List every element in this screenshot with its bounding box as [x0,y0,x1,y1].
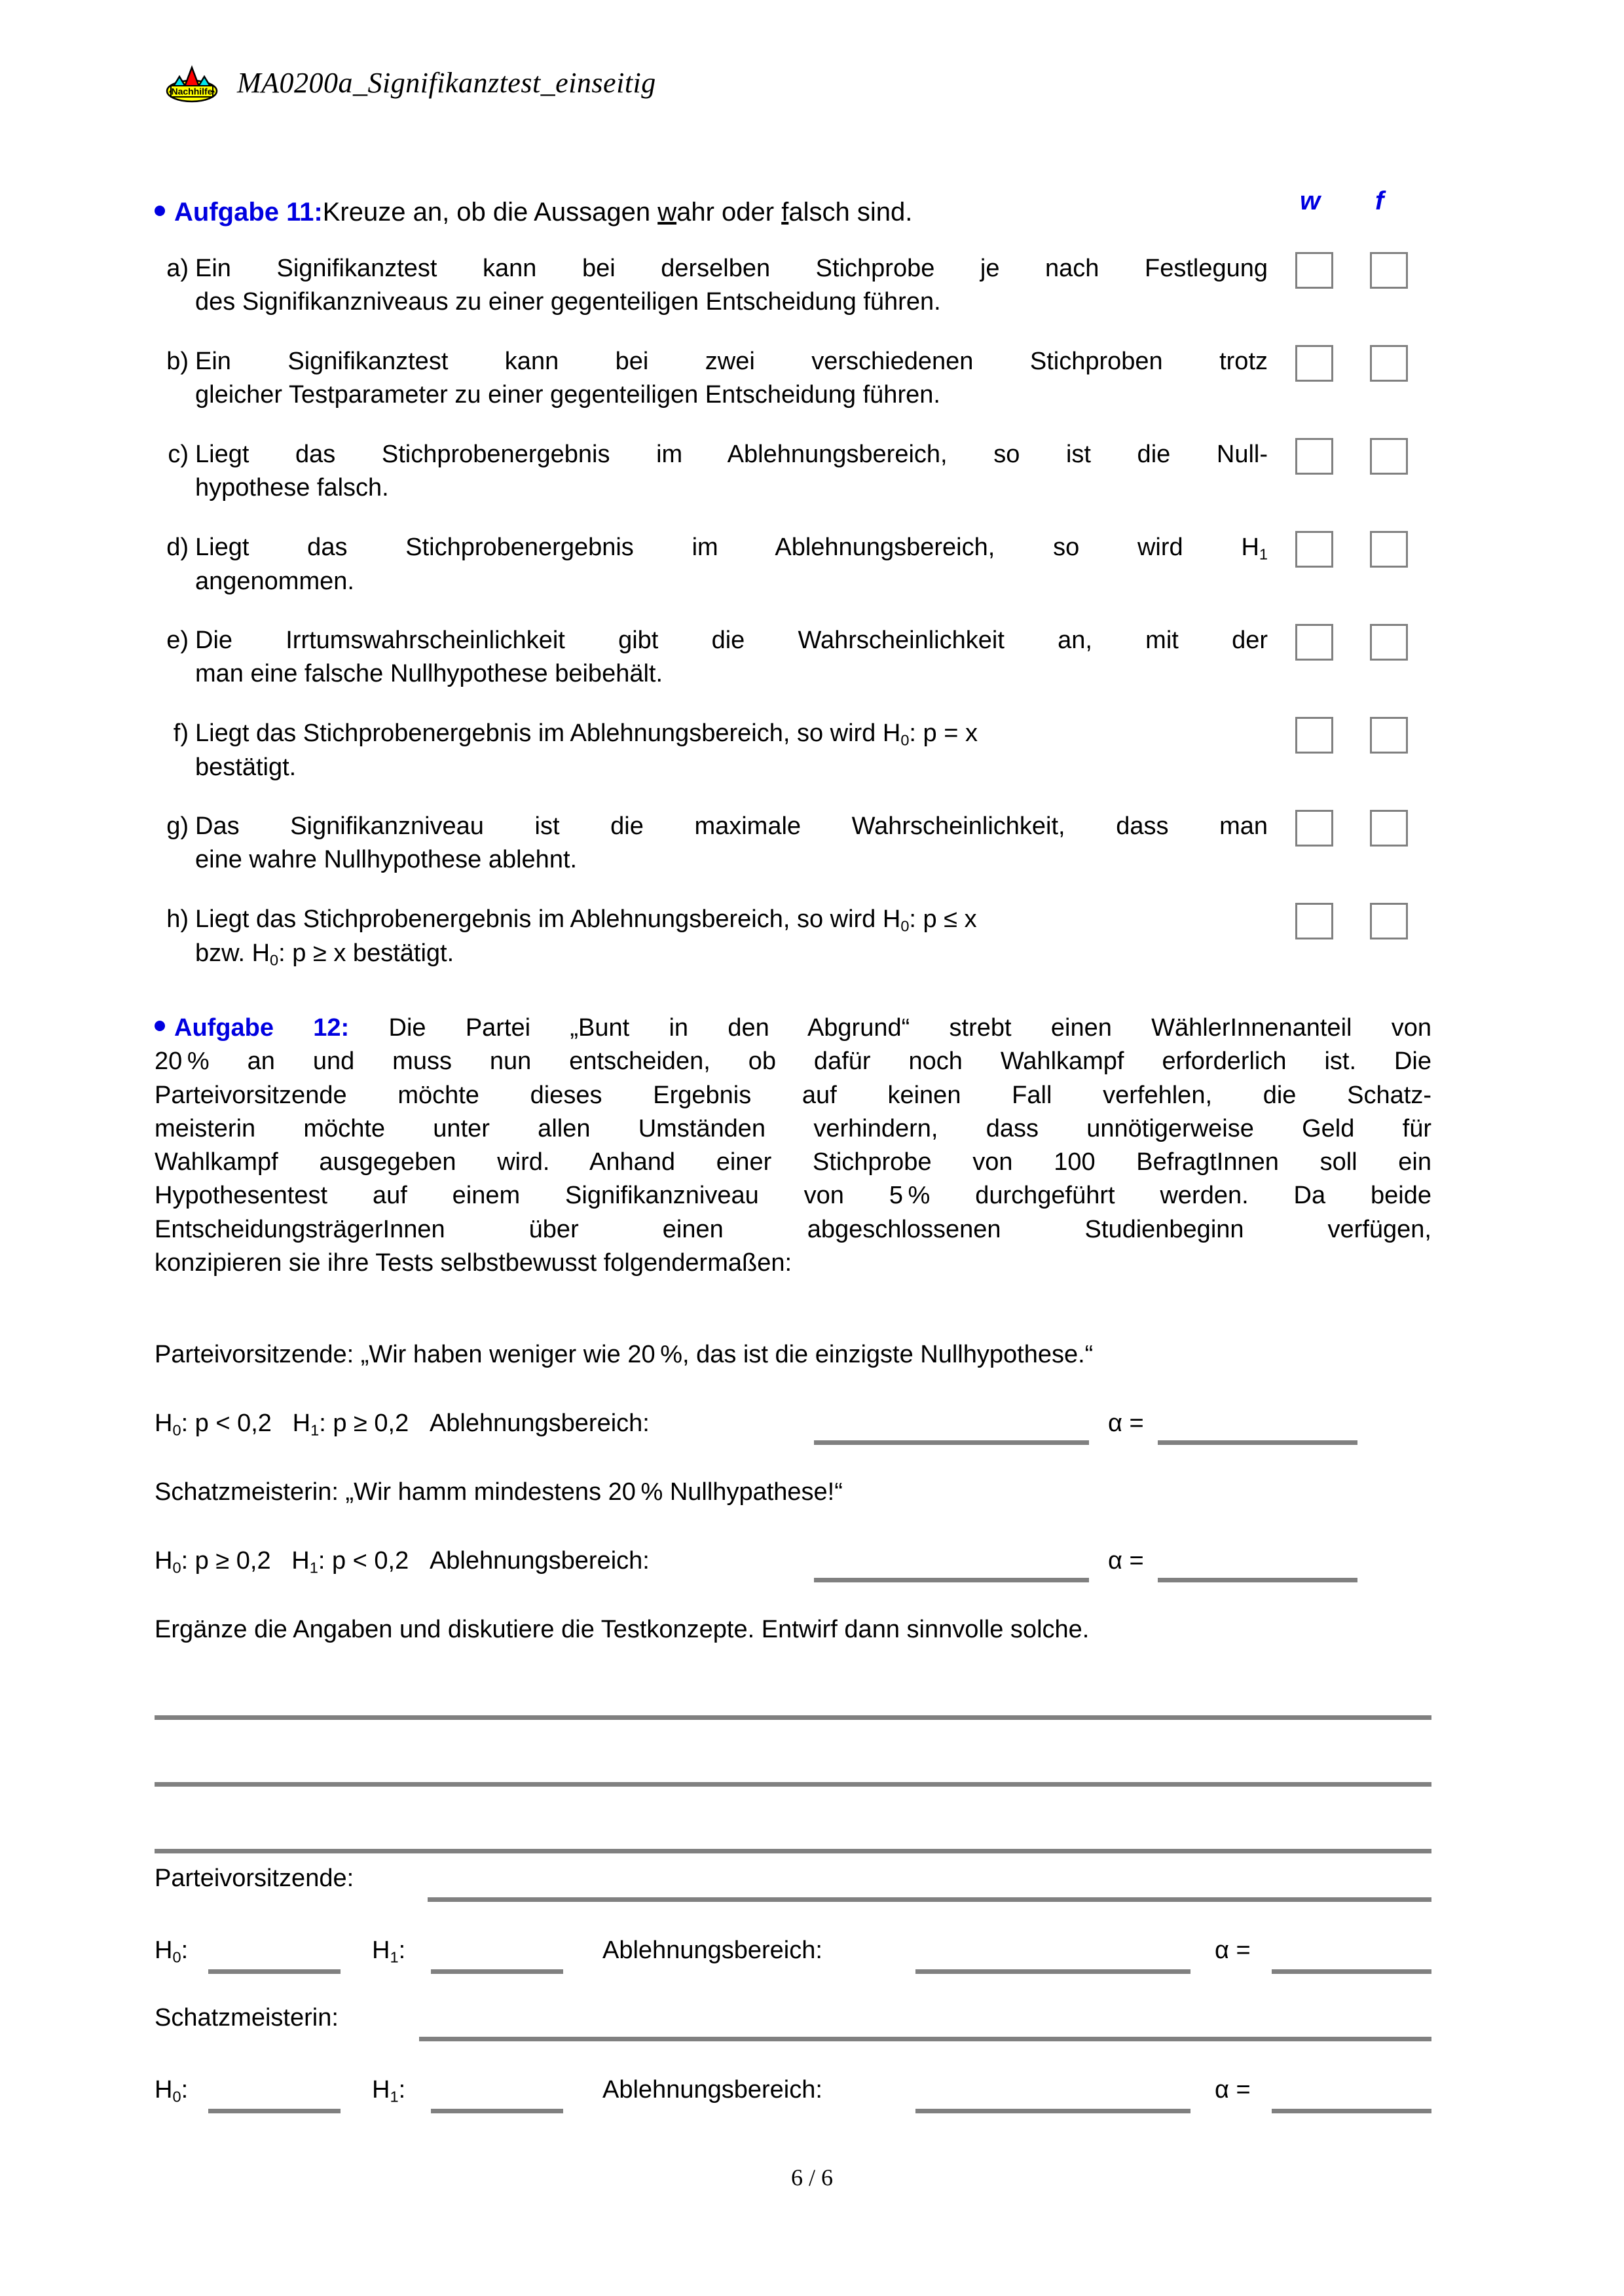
statement-line-1: Liegt das Stichprobenergebnis im Ablehnungsbereich, so wird H [195,534,1259,561]
task-12-line-6: Hypothesentest auf einem Signifikanzniveau von 5 % durchgeführt werden. Da beide [155,1182,1431,1210]
task-12-paragraph [155,1011,1431,1280]
statement-line-1-subscript: 0 [900,731,910,749]
chair-h1-post: : p ≥ 0,2 [319,1410,409,1437]
answer-h1-subscript: 1 [390,2088,399,2105]
answer-treasurer-region-blank[interactable] [915,2109,1190,2113]
checkbox-c-false[interactable] [1370,438,1408,475]
chair-h0-post: : p < 0,2 [181,1410,272,1437]
answer-chair-hypothesis-row [155,1935,188,1967]
statement-h [155,903,1268,971]
statement-marker: h) [166,905,189,933]
checkbox-h-true[interactable] [1295,903,1333,939]
task-12-instruction: Ergänze die Angaben und diskutiere die Testkonzepte. Entwirf dann sinnvolle solche. [155,1616,1090,1643]
treasurer-h1-post: : p < 0,2 [318,1547,409,1575]
chair-hypothesis-line [155,1408,650,1440]
bullet-icon [155,1021,165,1031]
answer-chair-alpha-label: α = [1215,1937,1251,1964]
answer-h0-subscript: 0 [172,2088,181,2105]
treasurer-hypothesis-line [155,1545,650,1578]
treasurer-h0-post: : p ≥ 0,2 [181,1547,271,1575]
checkbox-h-false[interactable] [1370,903,1408,939]
statement-line-1-post: : p ≤ x [909,905,977,933]
task-11-prompt-pre: Kreuze an, ob die Aussagen [322,198,658,227]
checkbox-a-true[interactable] [1295,252,1333,289]
statement-line-2-post: : p ≥ x bestätigt. [278,939,454,968]
statement-line-2: eine wahre Nullhypothese ablehnt. [195,845,578,873]
answer-chair-h0-blank[interactable] [208,1969,341,1974]
task-12-line-1: Die Partei „Bunt in den Abgrund“ strebt einen WählerInnenanteil von [388,1014,1432,1042]
statement-g [155,810,1268,877]
answer-treasurer-label: Schatzmeisterin: [155,2004,339,2032]
answer-h1-pre: H [372,1937,390,1964]
answer-chair-h1-blank[interactable] [431,1969,563,1974]
statement-line-2: des Signifikanzniveaus zu einer gegenteiligen Entscheidung führen. [195,287,941,316]
statement-c [155,438,1268,505]
document-header [164,62,656,103]
treasurer-h1-pre: H [291,1547,310,1575]
statement-marker: f) [173,720,189,747]
statement-line-1: Ein Signifikanztest kann bei derselben Stichprobe je nach Festlegung [195,255,1268,282]
statement-line-2: bzw. H [195,939,270,968]
answer-treasurer-region-label: Ablehnungsbereich: [602,2076,822,2104]
task-11-prompt-post: alsch sind. [788,198,913,227]
task-11-prompt-mid: ahr oder [676,198,782,227]
chair-h1-pre: H [292,1410,311,1437]
document-title: MA0200a_Signifikanztest_einseitig [237,66,656,99]
statement-line-2: bestätigt. [195,754,297,782]
answer-chair-h1-label [372,1935,405,1967]
answer-h0-pre: H [155,1937,173,1964]
column-header-true: w [1300,187,1321,215]
answer-h0-pre: H [155,2076,173,2104]
answer-treasurer-blank[interactable] [419,2037,1431,2041]
answer-chair-region-label: Ablehnungsbereich: [602,1937,822,1964]
treasurer-h0-subscript: 0 [172,1559,181,1576]
answer-chair-alpha-blank[interactable] [1272,1969,1431,1974]
statement-line-1: Liegt das Stichprobenergebnis im Ablehnungsbereich, so wird H [195,905,901,933]
answer-treasurer-hypothesis-row [155,2074,188,2107]
statement-marker: d) [166,534,189,561]
bullet-icon [155,206,165,216]
treasurer-h1-subscript: 1 [309,1559,318,1576]
statement-line-2-subscript: 0 [270,951,279,969]
checkbox-d-false[interactable] [1370,531,1408,568]
answer-h0-subscript: 0 [172,1948,181,1966]
checkbox-f-true[interactable] [1295,717,1333,754]
answer-treasurer-alpha-label: α = [1215,2076,1251,2104]
answer-h0-post: : [181,2076,189,2104]
statement-line-1: Ein Signifikanztest kann bei zwei verschiedenen Stichproben trotz [195,348,1268,375]
statement-line-1: Die Irrtumswahrscheinlichkeit gibt die Wahrscheinlichkeit an, mit der [195,627,1268,654]
checkbox-e-false[interactable] [1370,624,1408,661]
statement-line-2: angenommen. [195,568,354,596]
task-12-line-2: 20 % an und muss nun entscheiden, ob dafür noch Wahlkampf erforderlich ist. Die [155,1048,1431,1076]
column-header-false: f [1375,187,1384,215]
answer-treasurer-h0-blank[interactable] [208,2109,341,2113]
chair-h0-subscript: 0 [172,1421,181,1439]
svg-text:Nachhilfe: Nachhilfe [171,86,213,97]
task-11-heading [155,196,912,228]
treasurer-h0-pre: H [155,1547,173,1575]
chair-alpha-label: α = [1108,1410,1144,1437]
statement-line-1-subscript: 1 [1259,545,1268,563]
answer-blank-line-1[interactable] [155,1715,1431,1720]
statement-f [155,717,1268,784]
page-footer: 6 / 6 [790,2164,833,2191]
answer-blank-line-2[interactable] [155,1782,1431,1787]
answer-chair-region-blank[interactable] [915,1969,1190,1974]
task-11-label: Aufgabe 11: [174,198,323,227]
statement-b [155,345,1268,412]
statement-marker: b) [166,348,189,375]
task-12-line-4: meisterin möchte unter allen Umständen verhindern, dass unnötigerweise Geld für [155,1114,1431,1142]
treasurer-alpha-blank[interactable] [1158,1578,1357,1582]
answer-treasurer-h1-blank[interactable] [431,2109,563,2113]
statement-line-1-post: : p = x [909,720,978,747]
statement-line-1: Das Signifikanzniveau ist die maximale Wahrscheinlichkeit, dass man [195,812,1268,840]
answer-h1-pre: H [372,2076,390,2104]
answer-h1-subscript: 1 [390,1948,399,1966]
task-11-prompt-w: w [657,198,677,227]
statement-line-1: Liegt das Stichprobenergebnis im Ablehnungsbereich, so wird H [195,720,901,747]
checkbox-d-true[interactable] [1295,531,1333,568]
answer-treasurer-alpha-blank[interactable] [1272,2109,1431,2113]
answer-h1-post: : [398,2076,406,2104]
task-12-label: Aufgabe 12: [174,1014,350,1042]
treasurer-alpha-label: α = [1108,1547,1144,1575]
statement-line-1: Liegt das Stichprobenergebnis im Ablehnungsbereich, so ist die Null- [195,441,1268,468]
chair-h0-pre: H [155,1410,173,1437]
statement-line-1-subscript: 0 [900,917,910,935]
answer-treasurer-h1-label [372,2074,405,2107]
answer-chair-blank[interactable] [428,1897,1431,1902]
task-12-line-5: Wahlkampf ausgegeben wird. Anhand einer Stichprobe von 100 BefragtInnen soll ein [155,1148,1431,1176]
chair-region-label: Ablehnungsbereich: [429,1410,650,1437]
statement-d [155,531,1268,598]
checkbox-f-false[interactable] [1370,717,1408,754]
treasurer-region-label: Ablehnungsbereich: [429,1547,650,1575]
task-12-line-8: konzipieren sie ihre Tests selbstbewusst folgendermaßen: [155,1249,792,1277]
chair-h1-subscript: 1 [310,1421,320,1439]
treasurer-quote: Schatzmeisterin: „Wir hamm mindestens 20 % Nullhypathese!“ [155,1478,843,1506]
checkbox-b-false[interactable] [1370,345,1408,382]
answer-chair-label: Parteivorsitzende: [155,1865,354,1892]
checkbox-b-true[interactable] [1295,345,1333,382]
statement-marker: c) [168,441,189,468]
statement-marker: g) [166,812,189,840]
chair-alpha-blank[interactable] [1158,1440,1357,1445]
statement-line-2: hypothese falsch. [195,473,389,501]
treasurer-region-blank[interactable] [814,1578,1089,1582]
answer-h0-post: : [181,1937,189,1964]
statement-marker: a) [166,255,189,282]
task-12-line-3: Parteivorsitzende möchte dieses Ergebnis auf keinen Fall verfehlen, die Schatz- [155,1081,1431,1109]
statement-e [155,624,1268,691]
nachhilfe-logo-icon [164,62,220,103]
checkbox-g-false[interactable] [1370,810,1408,847]
statement-line-2: gleicher Testparameter zu einer gegenteiligen Entscheidung führen. [195,380,940,409]
answer-blank-line-3[interactable] [155,1849,1431,1853]
checkbox-a-false[interactable] [1370,252,1408,289]
task-11-prompt-f: f [781,198,789,227]
chair-quote: Parteivorsitzende: „Wir haben weniger wie 20 %, das ist die einzigste Nullhypothese.“ [155,1341,1094,1368]
checkbox-e-true[interactable] [1295,624,1333,661]
chair-region-blank[interactable] [814,1440,1089,1445]
statement-line-2: man eine falsche Nullhypothese beibehält. [195,659,663,687]
statement-a [155,252,1268,319]
checkbox-c-true[interactable] [1295,438,1333,475]
task-12-line-7: EntscheidungsträgerInnen über einen abgeschlossenen Studienbeginn verfügen, [155,1215,1431,1243]
answer-h1-post: : [398,1937,406,1964]
statement-marker: e) [166,627,189,654]
checkbox-g-true[interactable] [1295,810,1333,847]
